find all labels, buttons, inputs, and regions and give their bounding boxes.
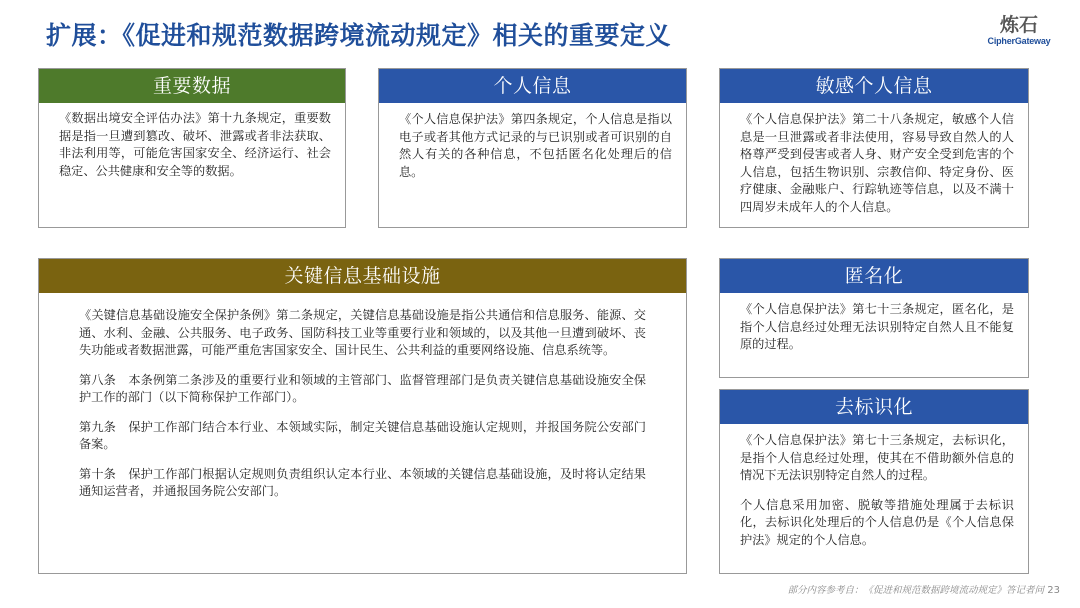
card-body bbox=[379, 103, 686, 191]
source-footnote: 部分内容参考自：《促进和规范数据跨境流动规定》答记者问 bbox=[787, 585, 1044, 596]
card-body bbox=[39, 293, 686, 511]
card-header: 去标识化 bbox=[720, 390, 1028, 424]
card-header: 匿名化 bbox=[720, 259, 1028, 293]
card-body bbox=[720, 103, 1028, 226]
company-logo bbox=[982, 14, 1056, 46]
card-body bbox=[39, 103, 345, 190]
page-number: 23 bbox=[1047, 585, 1060, 596]
card-paragraph: 《个人信息保护法》第二十八条规定，敏感个人信息是一旦泄露或者非法使用，容易导致自然人的人格尊严受到侵害或者人身、财产安全受到危害的个人信息，包括生物识别、宗教信仰、特定身份、医疗健康、金融账户、行踪轨迹等信息，以及不满十四周岁未成年人的个人信息。 bbox=[740, 112, 1014, 214]
card-paragraph: 第九条 保护工作部门结合本行业、本领域实际，制定关键信息基础设施认定规则，并报国务院公安部门备案。 bbox=[79, 419, 646, 451]
card-personal-info bbox=[378, 68, 687, 228]
card-header: 敏感个人信息 bbox=[720, 69, 1028, 103]
card-deidentification bbox=[719, 389, 1029, 574]
card-critical-info-infrastructure bbox=[38, 258, 687, 574]
card-header: 关键信息基础设施 bbox=[39, 259, 686, 293]
card-header: 重要数据 bbox=[39, 69, 345, 103]
card-paragraph: 第八条 本条例第二条涉及的重要行业和领域的主管部门、监督管理部门是负责关键信息基础设施安全保护工作的部门（以下简称保护工作部门）。 bbox=[79, 372, 646, 404]
card-body bbox=[720, 424, 1028, 559]
card-anonymization bbox=[719, 258, 1029, 378]
card-paragraph: 《关键信息基础设施安全保护条例》第二条规定，关键信息基础设施是指公共通信和信息服务、能源、交通、水利、金融、公共服务、电子政务、国防科技工业等重要行业和领域的，以及其他一旦遭到破坏、丧失功能或者数据泄露，可能严重危害国家安全、国计民生、公共利益的重要网络设施、信息系统等。 bbox=[79, 308, 646, 357]
card-paragraph: 《个人信息保护法》第七十三条规定，去标识化，是指个人信息经过处理，使其在不借助额外信息的情况下无法识别特定自然人的过程。 bbox=[740, 433, 1014, 482]
card-paragraph: 个人信息采用加密、脱敏等措施处理属于去标识化，去标识化处理后的个人信息仍是《个人信息保护法》规定的个人信息。 bbox=[740, 497, 1014, 547]
card-paragraph: 《个人信息保护法》第四条规定，个人信息是指以电子或者其他方式记录的与已识别或者可识别的自然人有关的各种信息，不包括匿名化处理后的信息。 bbox=[399, 112, 672, 179]
logo-mark: 炼石 bbox=[999, 14, 1038, 36]
card-paragraph: 第十条 保护工作部门根据认定规则负责组织认定本行业、本领域的关键信息基础设施，及时将认定结果通知运营者，并通报国务院公安部门。 bbox=[79, 466, 646, 498]
card-important-data bbox=[38, 68, 346, 228]
card-header: 个人信息 bbox=[379, 69, 686, 103]
card-body bbox=[720, 293, 1028, 364]
card-paragraph: 《个人信息保护法》第七十三条规定，匿名化，是指个人信息经过处理无法识别特定自然人且不能复原的过程。 bbox=[740, 302, 1014, 351]
card-sensitive-personal-info bbox=[719, 68, 1029, 228]
page-title: 扩展：《促进和规范数据跨境流动规定》相关的重要定义 bbox=[46, 21, 672, 50]
card-paragraph: 《数据出境安全评估办法》第十九条规定，重要数据是指一旦遭到篡改、破坏、泄露或者非法获取、非法利用等，可能危害国家安全、经济运行、社会稳定、公共健康和安全等的数据。 bbox=[59, 111, 331, 178]
logo-text: CipherGateway bbox=[987, 36, 1051, 46]
